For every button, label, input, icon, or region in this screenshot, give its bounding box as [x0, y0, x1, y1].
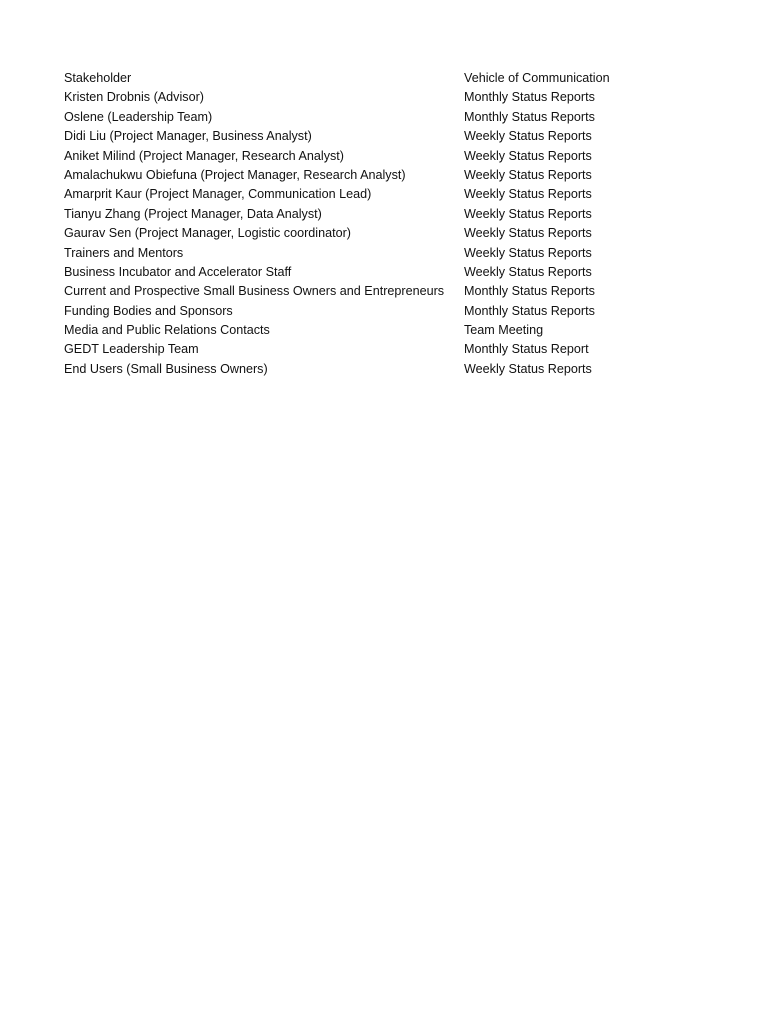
vehicle-cell: Weekly Status Reports: [464, 264, 592, 279]
vehicle-cell: Weekly Status Reports: [464, 206, 592, 221]
table-row: [64, 127, 704, 146]
vehicle-cell: Weekly Status Reports: [464, 187, 592, 202]
vehicle-cell: Monthly Status Reports: [464, 90, 595, 105]
vehicle-cell: Team Meeting: [464, 323, 544, 338]
header-vehicle: Vehicle of Communication: [464, 71, 610, 85]
table-row: [64, 244, 704, 263]
table-row: [64, 166, 704, 185]
table-row: [64, 185, 704, 204]
vehicle-cell: Monthly Status Reports: [464, 284, 595, 299]
table-row: [64, 321, 704, 340]
table-header-row: [64, 69, 704, 88]
stakeholder-cell: Amalachukwu Obiefuna (Project Manager, Research Analyst): [64, 167, 406, 182]
stakeholder-cell: Didi Liu (Project Manager, Business Analyst): [64, 129, 312, 144]
table-row: [64, 224, 704, 243]
vehicle-cell: Weekly Status Reports: [464, 148, 592, 163]
stakeholder-cell: Current and Prospective Small Business Owners and Entrepreneurs: [64, 284, 445, 299]
table-row: [64, 340, 704, 359]
stakeholder-cell: Aniket Milind (Project Manager, Research Analyst): [64, 148, 344, 163]
table-row: [64, 282, 704, 301]
table-row: [64, 205, 704, 224]
vehicle-cell: Monthly Status Report: [464, 342, 589, 357]
table-row: [64, 88, 704, 107]
stakeholder-cell: Business Incubator and Accelerator Staff: [64, 264, 292, 279]
header-stakeholder: Stakeholder: [64, 71, 132, 85]
vehicle-cell: Monthly Status Reports: [464, 303, 595, 318]
stakeholder-cell: GEDT Leadership Team: [64, 342, 199, 357]
stakeholder-cell: Tianyu Zhang (Project Manager, Data Analyst): [64, 206, 322, 221]
table-row: [64, 302, 704, 321]
stakeholder-cell: Oslene (Leadership Team): [64, 109, 213, 124]
stakeholder-cell: Media and Public Relations Contacts: [64, 323, 270, 338]
stakeholder-cell: End Users (Small Business Owners): [64, 361, 268, 376]
stakeholder-cell: Gaurav Sen (Project Manager, Logistic coordinator): [64, 226, 351, 241]
table-row: [64, 147, 704, 166]
vehicle-cell: Weekly Status Reports: [464, 245, 592, 260]
table-row: [64, 360, 704, 379]
stakeholder-cell: Trainers and Mentors: [64, 245, 184, 260]
vehicle-cell: Weekly Status Reports: [464, 361, 592, 376]
table-row: [64, 263, 704, 282]
vehicle-cell: Weekly Status Reports: [464, 167, 592, 182]
vehicle-cell: Monthly Status Reports: [464, 109, 595, 124]
stakeholder-table: [64, 69, 704, 379]
stakeholder-cell: Amarprit Kaur (Project Manager, Communication Lead): [64, 187, 372, 202]
stakeholder-cell: Funding Bodies and Sponsors: [64, 303, 233, 318]
table-row: [64, 108, 704, 127]
stakeholder-cell: Kristen Drobnis (Advisor): [64, 90, 204, 105]
vehicle-cell: Weekly Status Reports: [464, 226, 592, 241]
vehicle-cell: Weekly Status Reports: [464, 129, 592, 144]
